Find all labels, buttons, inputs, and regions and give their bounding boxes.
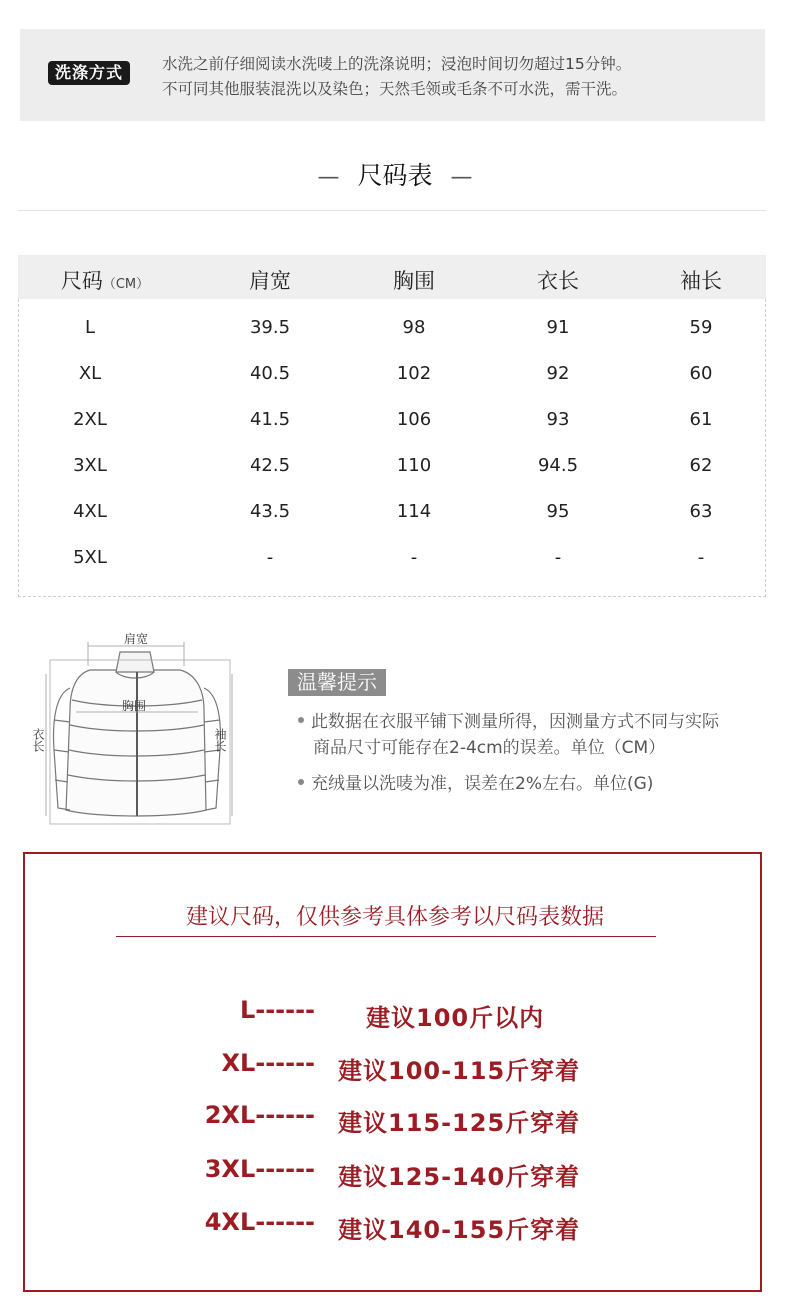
table-cell: 93 [546, 409, 570, 430]
tip-1 [298, 709, 719, 761]
recommend-advice: 建议100-115斤穿着 [338, 1057, 581, 1085]
size-chart-title-text: 尺码表 [357, 161, 433, 190]
table-cell: 62 [689, 455, 713, 476]
table-cell: 98 [402, 317, 426, 338]
table-cell: 110 [396, 455, 432, 476]
table-cell: 39.5 [249, 317, 291, 338]
recommend-size: 3XL------ [204, 1155, 315, 1183]
wash-instructions-panel [20, 29, 765, 121]
col-header-size-label: 尺码 [60, 269, 103, 293]
tip-1-line-2: 商品尺寸可能存在2-4cm的误差。单位（CM） [313, 738, 666, 758]
recommend-size: 4XL------ [204, 1208, 315, 1236]
diagram-label-chest: 胸围 [121, 699, 147, 713]
table-cell-size: XL [78, 363, 102, 384]
table-cell: 102 [396, 363, 432, 384]
table-cell: 92 [546, 363, 570, 384]
recommend-advice: 建议115-125斤穿着 [338, 1109, 581, 1137]
diagram-label-sleeve: 袖长 [213, 728, 227, 752]
tips-label: 温馨提示 [288, 669, 386, 696]
table-cell: 41.5 [249, 409, 291, 430]
table-cell: 43.5 [249, 501, 291, 522]
wash-line-1: 水洗之前仔细阅读水洗唛上的洗涤说明；浸泡时间切勿超过15分钟。 [162, 55, 632, 73]
recommendation-divider [116, 936, 656, 937]
table-cell: - [554, 547, 562, 568]
table-cell: 114 [396, 501, 432, 522]
size-chart-title [0, 156, 790, 192]
tip-2-text: 充绒量以洗唛为准，误差在2%左右。单位(G) [311, 774, 654, 794]
table-cell-size: 3XL [73, 455, 107, 476]
title-dash-left: — [317, 165, 340, 190]
recommend-advice: 建议100斤以内 [366, 1004, 545, 1032]
table-cell: 94.5 [537, 455, 579, 476]
title-divider [18, 210, 766, 211]
col-header-shoulder: 肩宽 [249, 269, 291, 293]
table-cell-size: L [84, 317, 96, 338]
table-cell: 40.5 [249, 363, 291, 384]
wash-badge: 洗涤方式 [48, 61, 130, 85]
table-cell: - [266, 547, 274, 568]
table-cell: - [410, 547, 418, 568]
recommend-size: XL------ [221, 1049, 315, 1077]
recommend-size: L------ [239, 996, 315, 1024]
table-cell: 106 [396, 409, 432, 430]
bullet-dot-icon [298, 717, 304, 723]
table-cell-size: 5XL [73, 547, 107, 568]
bullet-dot-icon [298, 779, 304, 785]
tip-1-line-1: 此数据在衣服平铺下测量所得，因测量方式不同与实际 [311, 712, 719, 732]
col-header-size [35, 265, 175, 295]
tip-2 [298, 771, 653, 797]
jacket-measurement-diagram [31, 630, 246, 830]
col-header-chest: 胸围 [393, 269, 435, 293]
table-cell: 60 [689, 363, 713, 384]
title-dash-right: — [450, 165, 473, 190]
recommend-advice: 建议125-140斤穿着 [338, 1163, 581, 1191]
table-cell: 63 [689, 501, 713, 522]
table-cell: 42.5 [249, 455, 291, 476]
wash-text [162, 52, 631, 102]
diagram-label-shoulder: 肩宽 [123, 632, 149, 646]
table-cell: - [697, 547, 705, 568]
wash-line-2: 不可同其他服装混洗以及染色；天然毛领或毛条不可水洗，需干洗。 [162, 80, 628, 98]
table-cell: 95 [546, 501, 570, 522]
table-cell-size: 4XL [73, 501, 107, 522]
diagram-label-length: 衣长 [31, 728, 45, 752]
recommendation-title: 建议尺码，仅供参考具体参考以尺码表数据 [185, 905, 604, 930]
table-cell: 91 [546, 317, 570, 338]
table-cell-size: 2XL [73, 409, 107, 430]
recommend-advice: 建议140-155斤穿着 [338, 1216, 581, 1244]
table-cell: 59 [689, 317, 713, 338]
table-cell: 61 [689, 409, 713, 430]
col-header-sleeve: 袖长 [680, 269, 722, 293]
recommend-size: 2XL------ [204, 1101, 315, 1129]
col-header-length: 衣长 [537, 269, 579, 293]
col-header-unit: （CM） [102, 277, 150, 292]
